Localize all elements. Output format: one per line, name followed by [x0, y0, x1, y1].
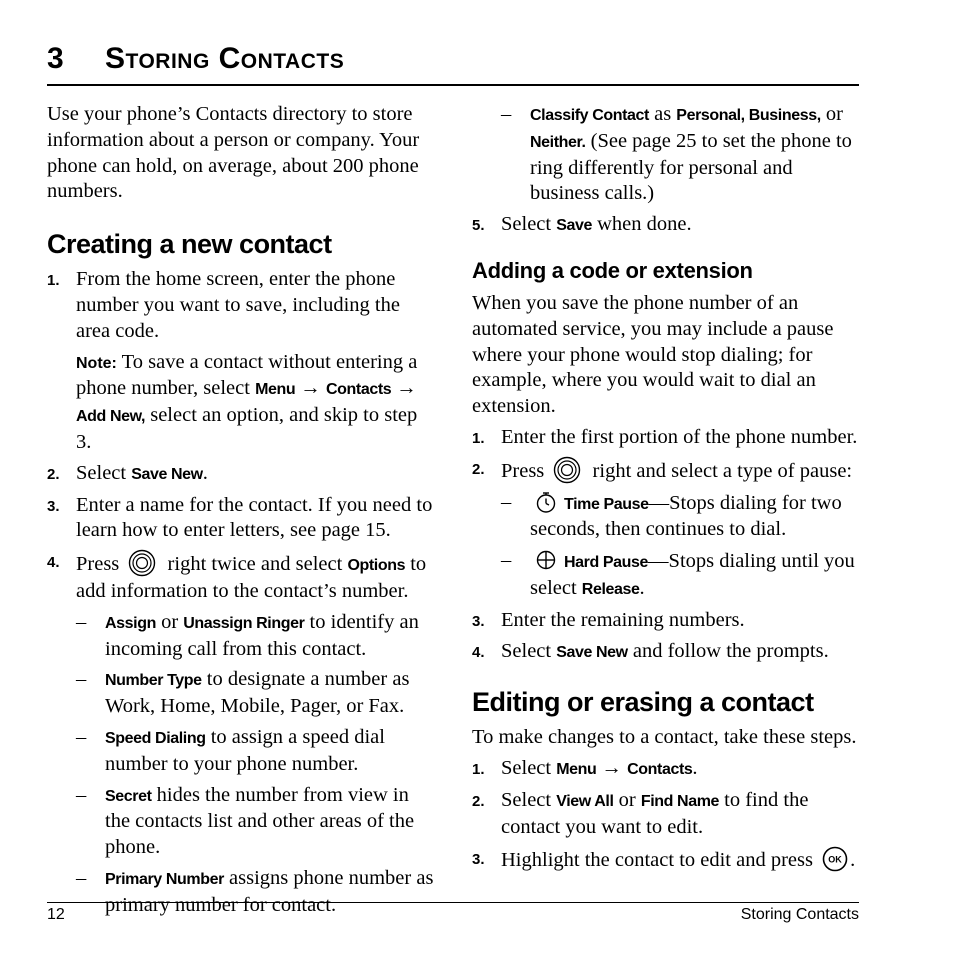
step-number: 5. [472, 217, 485, 235]
ui-term: Menu [556, 761, 597, 779]
left-column [47, 102, 437, 924]
step-number: 3. [47, 497, 60, 515]
chapter-title: Storing Contacts [105, 42, 345, 75]
step-item [472, 212, 862, 239]
sub-text: —Stops dialing until you select [530, 550, 855, 599]
sub-text: . [639, 576, 645, 599]
section-heading-adding-code: Adding a code or extension [472, 257, 753, 283]
step-text: Select [501, 788, 557, 811]
intro-paragraph: Use your phone’s Contacts directory to store information about a person or company. Your phone can hold, on average, about 200 phone numbers. [47, 103, 420, 203]
step-text: Enter the first portion of the phone number. [501, 425, 858, 448]
page-footer [47, 902, 859, 929]
stopwatch-icon [534, 490, 558, 514]
ui-term: Hard Pause [564, 554, 649, 572]
note-text: select an option, and skip to step 3. [76, 404, 418, 453]
right-column [472, 102, 862, 878]
dash-bullet: – [501, 490, 512, 513]
step-number: 3. [472, 612, 485, 630]
step-number: 2. [47, 465, 60, 483]
page-number: 12 [47, 906, 65, 923]
ui-term: Personal, Business, [676, 107, 821, 124]
sub-item [47, 610, 437, 663]
sub-item [472, 548, 862, 603]
crosshair-icon [534, 548, 558, 572]
dash-bullet: – [76, 866, 87, 889]
navigation-key-icon [553, 456, 581, 484]
ui-term: Menu [255, 381, 296, 399]
step-text: . [850, 848, 856, 871]
arrow-icon: → [596, 757, 628, 780]
sub-item [47, 783, 437, 861]
arrow-icon: → [391, 377, 417, 400]
step-item [472, 639, 862, 666]
dash-bullet: – [76, 668, 87, 691]
ui-term: Time Pause [564, 495, 649, 513]
ui-term: Contacts [326, 381, 392, 399]
ok-key-icon [822, 846, 848, 872]
ui-term: Release [581, 580, 640, 598]
step-text: or [613, 788, 641, 811]
step-number: 1. [472, 429, 485, 447]
section-heading-editing: Editing or erasing a contact [472, 687, 814, 718]
dash-bullet: – [501, 549, 512, 572]
step-number: 1. [472, 761, 485, 779]
ok-key-label: OK [828, 854, 842, 865]
step-item [472, 756, 862, 783]
ui-term: Primary Number [105, 870, 224, 888]
step-item [47, 549, 437, 605]
step-text: to find the contact you want to edit. [501, 788, 809, 838]
sub-item [472, 102, 862, 207]
step-item [47, 461, 437, 488]
ui-term: View All [556, 792, 614, 810]
step-text: Select [501, 757, 557, 780]
step-text: Highlight the contact to edit and press [501, 848, 819, 871]
sub-text: hides the number from view in the contacts list and other areas of the phone. [105, 783, 415, 859]
ui-term: Speed Dialing [105, 729, 206, 747]
step-item [47, 267, 437, 344]
step-text: From the home screen, enter the phone number you want to save, including the area code. [76, 268, 400, 342]
dash-bullet: – [76, 725, 87, 748]
sub-text: or [155, 610, 184, 633]
step-item [472, 846, 862, 874]
ui-term: Save New [556, 643, 628, 661]
ui-term: Find Name [640, 792, 720, 810]
step-number: 2. [472, 460, 485, 478]
sub-text: as [648, 103, 677, 125]
sub-text: assigns phone number as primary number for contact. [105, 866, 434, 916]
step-item [472, 788, 862, 841]
note-text: To save a contact without entering a phone number, select [76, 350, 418, 400]
ui-term: Contacts [627, 761, 693, 779]
step-number: 4. [472, 643, 485, 661]
ui-term: Assign [105, 614, 156, 632]
ui-term: Number Type [105, 672, 202, 690]
ui-term: Add New, [76, 408, 146, 426]
step-text: right twice and select [162, 553, 348, 576]
chapter-number: 3 [47, 42, 64, 75]
step-text: to add information to the contact’s number. [76, 553, 427, 602]
navigation-key-icon [128, 549, 156, 577]
ui-term: Save New [131, 465, 203, 483]
note [47, 350, 437, 456]
arrow-icon: → [295, 377, 327, 400]
step-text: and follow the prompts. [627, 639, 829, 662]
step-item [472, 425, 862, 451]
ui-term: Options [347, 557, 406, 575]
step-item [47, 493, 437, 545]
ui-term: Unassign Ringer [183, 614, 305, 632]
step-text: Enter the remaining numbers. [501, 608, 745, 631]
sub-text: to assign a speed dial number to your phone number. [105, 725, 385, 775]
step-item [472, 456, 862, 485]
dash-bullet: – [501, 103, 512, 125]
step-number: 3. [472, 850, 485, 868]
sub-item [47, 667, 437, 720]
step-text: . [202, 461, 208, 484]
step-text: Select [501, 639, 557, 662]
step-item [472, 608, 862, 634]
paragraph: When you save the phone number of an automated service, you may include a pause where your phone would stop dialing; for example, where you would wait to dial an extension. [472, 291, 834, 418]
footer-section-title: Storing Contacts [740, 906, 859, 923]
chapter-header [47, 40, 859, 86]
sub-item [47, 725, 437, 778]
sub-text: to identify an incoming call from this contact. [105, 610, 419, 660]
step-text: Enter a name for the contact. If you need to learn how to enter letters, see page 15. [76, 493, 433, 542]
step-text: when done. [592, 213, 692, 236]
ui-term: Classify Contact [530, 107, 649, 124]
step-number: 1. [47, 272, 60, 290]
ui-term: Neither. [530, 133, 586, 151]
step-text: Select [501, 213, 557, 236]
step-text: right and select a type of pause: [587, 459, 853, 482]
ui-term: Save [556, 217, 592, 235]
sub-text: to designate a number as Work, Home, Mobile, Pager, or Fax. [105, 668, 410, 718]
section-heading-creating: Creating a new contact [47, 229, 332, 260]
note-label: Note: [76, 354, 117, 372]
step-number: 4. [47, 554, 60, 572]
sub-text: (See page 25 to set the phone to ring differently for personal and business calls.) [530, 129, 852, 205]
dash-bullet: – [76, 610, 87, 633]
sub-item [472, 490, 862, 544]
sub-text: or [820, 103, 843, 125]
dash-bullet: – [76, 783, 87, 806]
paragraph: To make changes to a contact, take these steps. [472, 726, 857, 749]
step-text: Press [76, 553, 125, 576]
step-text: Select [76, 461, 132, 484]
step-number: 2. [472, 792, 485, 810]
sub-text: —Stops dialing for two seconds, then continues to dial. [530, 491, 842, 541]
step-text: Press [501, 459, 550, 482]
ui-term: Secret [105, 787, 152, 805]
step-text: . [692, 757, 698, 780]
